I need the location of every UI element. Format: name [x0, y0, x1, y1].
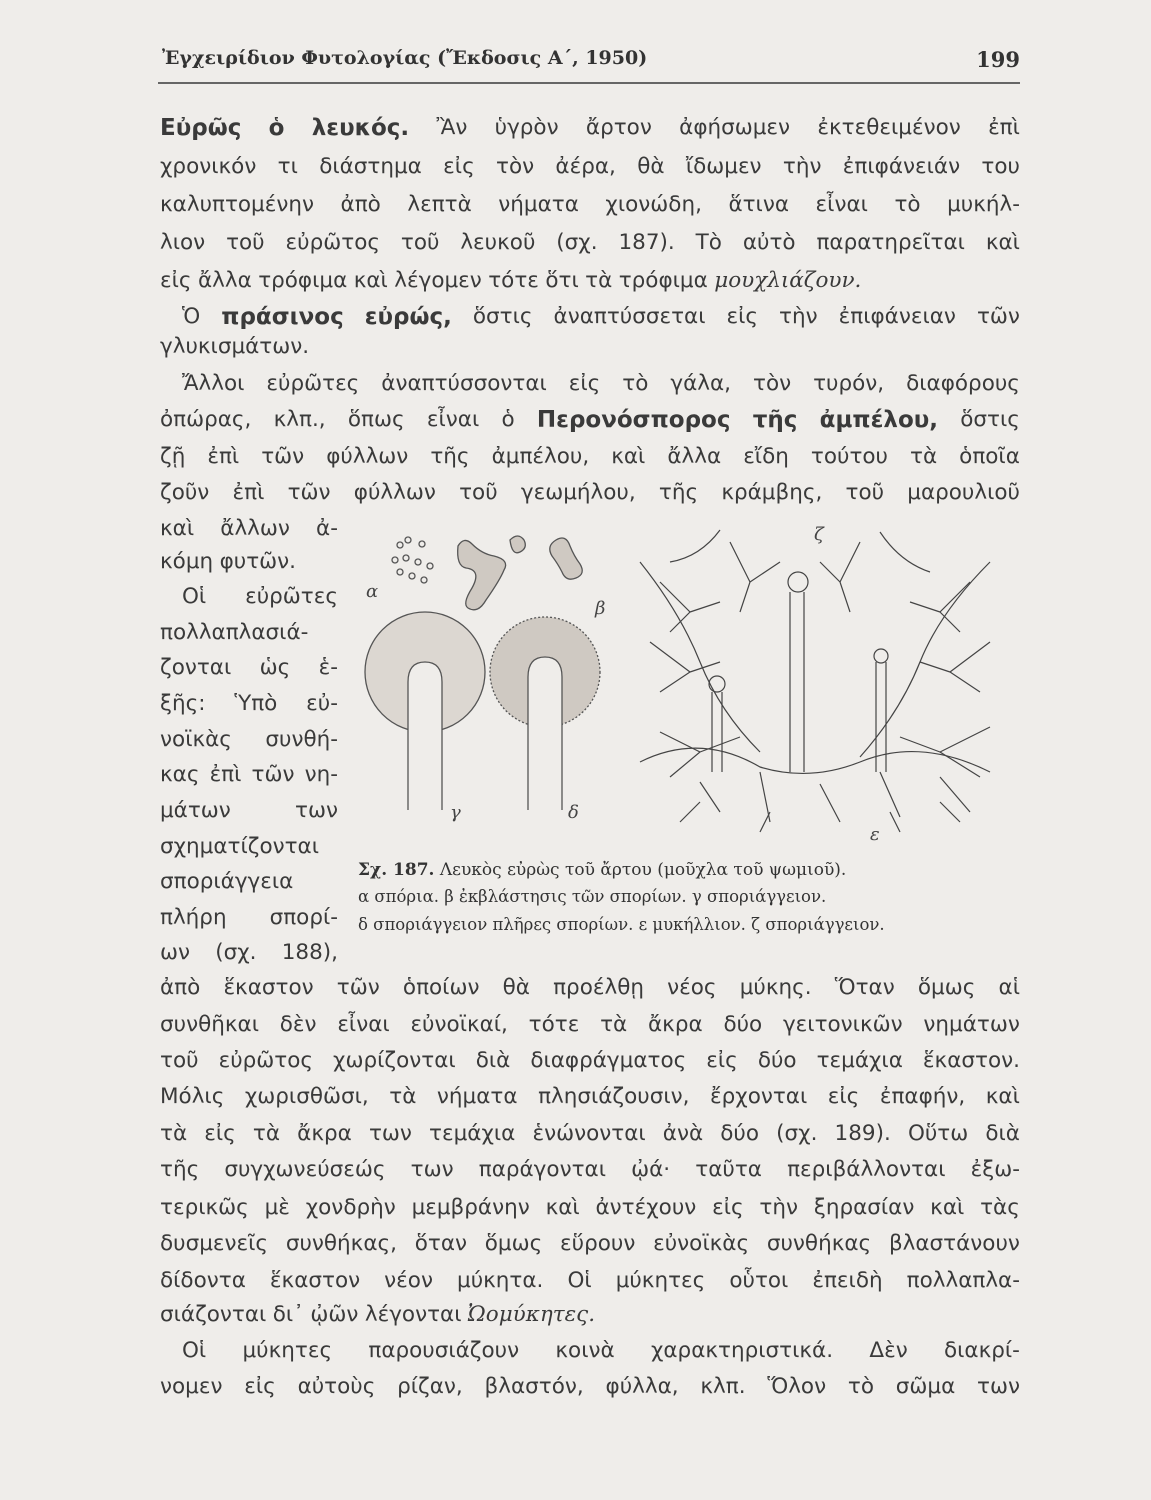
word: εἴδη	[743, 444, 789, 469]
word: (σχ.	[215, 940, 257, 965]
word: θὰ	[502, 975, 530, 1000]
word: δύο	[720, 1121, 760, 1146]
word: χιονώδη,	[605, 192, 702, 217]
word: (σχ.	[556, 230, 598, 255]
word: αὐτοὺς	[297, 1374, 376, 1399]
text-line	[182, 1334, 1020, 1368]
word: εὐνοϊκαί,	[410, 1012, 508, 1037]
word: νήματα	[436, 1084, 518, 1109]
word: τὰ	[585, 268, 613, 293]
word: τῆς	[658, 480, 699, 505]
header-rule	[158, 82, 1020, 84]
word: ἀ-	[316, 516, 338, 541]
word: χρονικόν	[160, 154, 257, 179]
word: σχηματίζονται	[160, 834, 319, 859]
word: τεμάχια	[816, 1048, 903, 1073]
text-line	[160, 1370, 1020, 1404]
word: τοῦ	[400, 230, 440, 255]
running-header	[162, 47, 1020, 75]
word: τεμάχια	[429, 1121, 516, 1146]
text-line	[160, 1044, 1020, 1078]
word: Οἱ	[182, 1338, 207, 1363]
word: παράγονται	[478, 1157, 606, 1182]
word: (σχ.	[776, 1121, 818, 1146]
word: χωρισθῶσι,	[244, 1084, 369, 1109]
word: νημάτων	[923, 1012, 1020, 1037]
word: εἰς	[568, 371, 601, 396]
text-line	[160, 1227, 1020, 1261]
word: φύλλα,	[605, 1374, 679, 1399]
word: μυκήλ-	[947, 192, 1020, 217]
word: θὰ	[637, 154, 665, 179]
word: ἀμπέλου,	[491, 444, 590, 469]
word: τῆς	[430, 444, 470, 469]
word: ἄλλα	[197, 268, 252, 293]
word: ἕκαστον.	[922, 1048, 1020, 1073]
word: ἕκαστον	[269, 1268, 361, 1293]
word: ἀνὰ	[662, 1121, 704, 1146]
text-line	[160, 1264, 1020, 1298]
word: 188),	[281, 940, 338, 965]
word: τὸν	[496, 154, 535, 179]
word: τοῦ	[160, 1048, 199, 1073]
text-line	[160, 901, 338, 935]
word: τῶν	[336, 975, 380, 1000]
word: δὲν	[279, 1012, 317, 1037]
word: διακρί-	[943, 1338, 1020, 1363]
text-line	[160, 1080, 1020, 1114]
word: καὶ	[985, 230, 1020, 255]
word: τὸ	[622, 371, 649, 396]
word: ἐπὶ	[209, 762, 242, 787]
word: ἴδωμεν	[685, 154, 762, 179]
word: δυσμενεῖς	[160, 1231, 269, 1256]
text-line	[160, 545, 338, 579]
text-line	[160, 758, 338, 792]
word: Ὁ	[182, 304, 201, 329]
word: ζονται	[160, 655, 232, 680]
label-e: ε	[870, 824, 880, 845]
word: τρόφιμα	[258, 268, 348, 293]
word: καὶ	[353, 268, 388, 293]
text-line	[160, 723, 338, 757]
word: τὰ	[600, 1012, 628, 1037]
word: κράμβης,	[721, 480, 823, 505]
text-line	[160, 226, 1020, 260]
word: κας	[160, 762, 200, 787]
word: Εὐρῶς	[160, 115, 242, 141]
word: εἰς	[706, 1048, 738, 1073]
word: ὑγρὸν	[494, 115, 559, 140]
word: μαρουλιοῦ	[907, 480, 1020, 505]
word: 187).	[618, 230, 675, 255]
word: προέλθῃ	[553, 975, 644, 1000]
word: εἰς	[204, 1121, 236, 1146]
word: ἄρτον	[585, 115, 652, 140]
word: περιβάλλονται	[787, 1157, 946, 1182]
word: των	[977, 1374, 1020, 1399]
word: δι᾽	[272, 1302, 304, 1327]
word: φυτῶν.	[219, 549, 296, 574]
word: Οἱ	[567, 1268, 592, 1293]
figure-caption-line-2: α σπόρια. β ἐκβλάστησις τῶν σπορίων. γ σποριάγγειον.	[358, 887, 827, 906]
word: τὰ	[389, 1084, 417, 1109]
text-line	[160, 264, 1020, 298]
word: 189).	[834, 1121, 891, 1146]
word: ὅστις	[960, 407, 1020, 432]
word: ᾠῶν	[310, 1302, 359, 1327]
word: ᾠά·	[631, 1157, 671, 1182]
word: ὡς	[259, 655, 291, 680]
word: τοῦ	[459, 480, 498, 505]
word: λευκός.	[311, 115, 410, 141]
word: εὐρῶτες	[245, 584, 338, 609]
label-a: α	[366, 581, 379, 602]
word: ἐπὶ	[232, 480, 265, 505]
word: ἅτινα	[728, 192, 790, 217]
word: παρατηρεῖται	[816, 230, 965, 255]
word: διὰ	[475, 1048, 511, 1073]
label-z: ζ	[814, 524, 824, 545]
word: σῶμα	[895, 1374, 956, 1399]
word: μύκητες	[615, 1268, 706, 1293]
word: Ἄλλοι	[182, 371, 245, 396]
word: εἰς	[443, 154, 475, 179]
word: ὁποῖα	[959, 444, 1020, 469]
word: ὁ	[501, 407, 515, 432]
word: αἱ	[998, 975, 1020, 1000]
word: νέος	[667, 975, 717, 1000]
word: διαφόρους	[906, 371, 1020, 396]
word: τὰ	[252, 1121, 281, 1146]
word: Περονόσπορος	[536, 407, 731, 433]
word: καὶ	[930, 1195, 965, 1220]
word: μουχλιάζουν.	[714, 268, 862, 293]
word: λέγομεν	[394, 268, 482, 293]
word: ἀντέχουν	[595, 1195, 697, 1220]
word: τὴν	[779, 304, 818, 329]
word: τῶν	[976, 304, 1020, 329]
text-line	[160, 1298, 1020, 1332]
text-line	[160, 111, 1020, 145]
word: σποριάγγεια	[160, 869, 294, 894]
word: κλπ.,	[273, 407, 326, 432]
word: Ἂν	[436, 115, 468, 140]
word: εἶναι	[815, 192, 868, 217]
word: τότε	[528, 1012, 580, 1037]
word: ξηρασίαν	[813, 1195, 915, 1220]
word: τότε	[488, 268, 539, 293]
header-title: Ἐγχειρίδιον Φυτολογίας (Ἔκδοσις Α΄, 1950)	[162, 47, 648, 69]
word: τοῦ	[845, 480, 885, 505]
text-line	[160, 1117, 1020, 1151]
word: κοινὰ	[555, 1338, 615, 1363]
word: συγχωνεύσεώς	[224, 1157, 386, 1182]
word: εἰς	[160, 268, 192, 293]
text-line	[160, 512, 338, 546]
word: πλησιάζουσιν,	[538, 1084, 690, 1109]
figure-caption-title: Λευκὸς εὐρὼς τοῦ ἄρτου (μοῦχλα τοῦ ψωμιοῦ).	[439, 860, 847, 880]
text-line	[160, 794, 338, 828]
word: ἐπὶ	[988, 115, 1020, 140]
word: γειτονικῶν	[782, 1012, 903, 1037]
text-line	[160, 188, 1020, 222]
word: γλυκισμάτων.	[160, 334, 310, 359]
word: εὕρουν	[560, 1231, 636, 1256]
word: εἰς	[712, 1195, 744, 1220]
word: εἰς	[244, 1374, 276, 1399]
word: ὅστις	[472, 304, 533, 329]
word: ρίζαν,	[397, 1374, 463, 1399]
word: ἀπὸ	[160, 975, 201, 1000]
word: τὰ	[160, 1121, 188, 1146]
word: εἶναι	[337, 1012, 390, 1037]
word: ὅτι	[545, 268, 579, 293]
word: ὀπώρας,	[160, 407, 252, 432]
word: λιον	[160, 230, 206, 255]
word: δύο	[723, 1012, 763, 1037]
figure-187	[340, 522, 1020, 852]
figure-caption-line-3: δ σποριάγγειον πλῆρες σπορίων. ε μυκήλλιον. ζ σποριάγγειον.	[358, 915, 885, 934]
text-line	[160, 830, 338, 864]
word: ἀπὸ	[340, 192, 381, 217]
word: οὗτοι	[729, 1268, 789, 1293]
word: ἐπὶ	[207, 444, 240, 469]
word: τι	[277, 154, 298, 179]
word: τὴν	[759, 1195, 799, 1220]
word: ἄκρα	[648, 1012, 703, 1037]
word: Δὲν	[869, 1338, 908, 1363]
word: μάτων	[160, 798, 231, 823]
word: των	[295, 798, 338, 823]
label-g: γ	[450, 802, 461, 823]
word: ὅμως	[917, 975, 976, 1000]
word: συνθή-	[265, 727, 338, 752]
word: Οὕτω	[907, 1121, 969, 1146]
text-line	[160, 476, 1020, 510]
text-line	[160, 403, 1020, 437]
page-number: 199	[976, 47, 1020, 72]
label-d: δ	[568, 802, 579, 823]
word: ἐκτεθειμένον	[817, 115, 961, 140]
word: ἐπειδὴ	[812, 1268, 883, 1293]
word: ταῦτα	[695, 1157, 762, 1182]
word: μεμβράνην	[411, 1195, 530, 1220]
word: χαρακτηριστικά.	[650, 1338, 834, 1363]
word: παρουσιάζουν	[368, 1338, 520, 1363]
word: διὰ	[985, 1121, 1020, 1146]
word: τὴν	[782, 154, 822, 179]
word: βλαστάνουν	[888, 1231, 1020, 1256]
word: Ὅταν	[834, 975, 895, 1000]
word: ἄλλα	[667, 444, 722, 469]
word: ἐπαφήν,	[879, 1084, 966, 1109]
word: τρόφιμα	[618, 268, 708, 293]
word: τούτου	[810, 444, 888, 469]
word: ἀναπτύσσονται	[381, 371, 547, 396]
word: ἑ-	[318, 655, 338, 680]
word: Ὑπὸ	[234, 691, 278, 716]
word: ων	[160, 940, 191, 965]
word: ζῇ	[160, 444, 186, 469]
word: ξῆς:	[160, 691, 206, 716]
word: συνθῆκαι	[160, 1012, 259, 1037]
word: λευκοῦ	[460, 230, 536, 255]
word: γάλα,	[670, 371, 732, 396]
word: σπορί-	[269, 905, 338, 930]
word: Μόλις	[160, 1084, 225, 1109]
word: των	[368, 1121, 412, 1146]
word: δίδοντα	[160, 1268, 246, 1293]
word: ἄκρα	[297, 1121, 352, 1146]
word: Ὠομύκητες.	[467, 1302, 596, 1327]
word: σιάζονται	[160, 1302, 267, 1327]
text-line	[160, 1008, 1020, 1042]
word: πολλαπλασιά-	[160, 620, 309, 645]
text-line	[160, 1191, 1020, 1225]
word: βλαστόν,	[484, 1374, 584, 1399]
text-line	[160, 440, 1020, 474]
text-line	[160, 616, 338, 650]
word: ἀφήσωμεν	[679, 115, 791, 140]
word: καλυπτομένην	[160, 192, 314, 217]
word: κλπ.	[700, 1374, 746, 1399]
word: πράσινος	[221, 304, 344, 330]
word: εἶναι	[426, 407, 480, 432]
word: νομεν	[160, 1374, 223, 1399]
word: εὐρῶτες	[266, 371, 360, 396]
word: ἔρχονται	[710, 1084, 808, 1109]
text-line	[160, 971, 1020, 1005]
word: κόμη	[160, 549, 214, 574]
word: καὶ	[545, 1195, 580, 1220]
word: νήματα	[498, 192, 579, 217]
word: τὰς	[980, 1195, 1020, 1220]
word: τῶν	[251, 762, 295, 787]
word: πολλαπλα-	[906, 1268, 1020, 1293]
word: τῶν	[261, 444, 305, 469]
word: εἰς	[726, 304, 759, 329]
text-line	[160, 150, 1020, 184]
word: εὐ-	[306, 691, 338, 716]
word: Ὅλον	[767, 1374, 827, 1399]
text-line	[160, 687, 338, 721]
word: τοῦ	[226, 230, 265, 255]
word: διάστημα	[319, 154, 422, 179]
word: διαφράγματος	[530, 1048, 687, 1073]
figure-number: Σχ. 187.	[358, 860, 435, 880]
word: συνθήκας	[766, 1231, 872, 1256]
word: τὸν	[753, 371, 792, 396]
text-line	[160, 1153, 1020, 1187]
word: νοϊκὰς	[160, 727, 232, 752]
word: του	[981, 154, 1020, 179]
label-b: β	[595, 598, 606, 619]
word: εὐρῶτος	[218, 1048, 314, 1073]
text-line	[160, 936, 338, 970]
word: μύκητες	[242, 1338, 333, 1363]
word: ἀναπτύσσεται	[553, 304, 706, 329]
word: τερικῶς	[160, 1195, 249, 1220]
word: Τὸ	[695, 230, 722, 255]
word: λεπτὰ	[407, 192, 472, 217]
word: ἕκαστον	[223, 975, 314, 1000]
word: ἄλλων	[220, 516, 290, 541]
word: καὶ	[985, 1084, 1020, 1109]
text-line	[182, 300, 1020, 334]
word: χωρίζονται	[333, 1048, 456, 1073]
word: ζοῦν	[160, 480, 210, 505]
word: εὐρώς,	[364, 304, 452, 330]
text-line	[160, 330, 1020, 364]
word: νη-	[304, 762, 338, 787]
word: ἐπιφάνειαν	[838, 304, 956, 329]
word: φύλλων	[326, 444, 409, 469]
word: τῶν	[287, 480, 331, 505]
fungus-illustration	[340, 522, 1020, 852]
word: ἐπιφάνειάν	[842, 154, 961, 179]
word: τὰ	[910, 444, 938, 469]
text-line	[182, 367, 1020, 401]
word: ὅμως	[484, 1231, 543, 1256]
word: ὁ	[268, 115, 285, 141]
word: λέγονται	[364, 1302, 462, 1327]
word: ὅταν	[414, 1231, 468, 1256]
word: νέον	[384, 1268, 433, 1293]
word: γεωμήλου,	[520, 480, 636, 505]
word: ὅπως	[347, 407, 405, 432]
word: ἐξω-	[970, 1157, 1020, 1182]
word: ὁποίων	[402, 975, 480, 1000]
text-line	[160, 865, 338, 899]
word: των	[410, 1157, 454, 1182]
word: μύκης.	[739, 975, 812, 1000]
word: καὶ	[611, 444, 646, 469]
word: Οἱ	[182, 584, 207, 609]
word: φύλλων	[353, 480, 436, 505]
word: χονδρὴν	[305, 1195, 396, 1220]
word: ἀμπέλου,	[819, 407, 939, 433]
word: τῆς	[160, 1157, 200, 1182]
text-line	[182, 580, 338, 614]
word: εὐρῶτος	[285, 230, 380, 255]
figure-caption-line-1	[358, 858, 1020, 882]
word: μύκητα.	[457, 1268, 544, 1293]
word: αὐτὸ	[742, 230, 796, 255]
word: ἀέρα,	[555, 154, 616, 179]
word: εἰς	[827, 1084, 860, 1109]
word: τὸ	[894, 192, 921, 217]
word: δύο	[757, 1048, 797, 1073]
word: τυρόν,	[813, 371, 885, 396]
word: καὶ	[160, 516, 195, 541]
word: συνθήκας,	[285, 1231, 397, 1256]
word: τὸ	[847, 1374, 874, 1399]
word: μὲ	[264, 1195, 290, 1220]
word: τῆς	[752, 407, 798, 433]
word: εὐνοϊκὰς	[653, 1231, 750, 1256]
text-line	[160, 651, 338, 685]
word: πλήρη	[160, 905, 227, 930]
word: ἑνώνονται	[532, 1121, 646, 1146]
